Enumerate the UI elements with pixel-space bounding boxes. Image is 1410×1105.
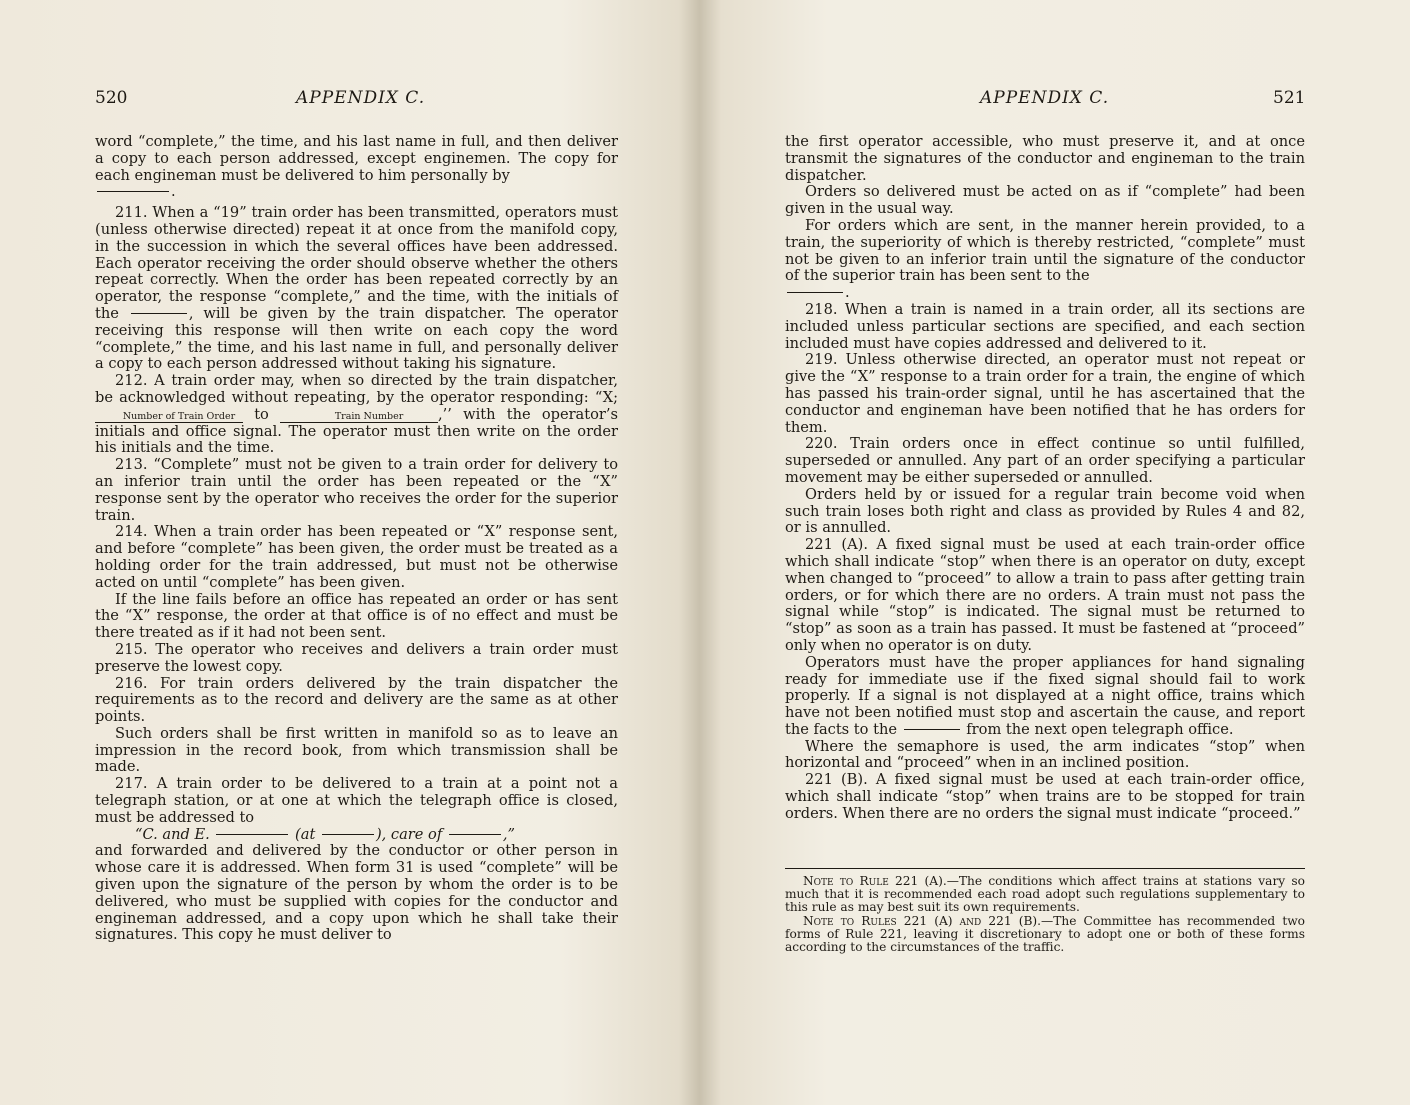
formula-part: (at <box>295 825 316 843</box>
rule-221-b: 221 (B). A fixed signal must be used at each train-order office, which shall indicate “stop” when trains are to be stopped for train orders. When there are no orders the signal must indicate “proceed.” <box>785 771 1305 822</box>
paragraph: For orders which are sent, in the manner herein provided, to a train, the superiority of which is thereby restricted, “complete” must not be given to an inferior train until the signature of the conductor of the superior train has been sent to the <box>785 216 1305 285</box>
right-page <box>700 0 1410 1105</box>
paragraph-text: 211. When a “19” train order has been transmitted, operators must (unless otherwise directed) repeat it at once from the manifold copy, in the succession in which the several offices have been addressed. Each operator receiving the order should observe whether the others repeat correctly. When the order has been repeated correctly by an operator, the response “complete,” and the time, with the initials of the <box>95 204 618 322</box>
paragraph-text: 212. A train order may, when so directed by the train dispatcher, be acknowledged without repeating, by the operator responding: “X; <box>95 372 618 406</box>
paragraph-text: Operators must have the proper appliances for hand signaling ready for immediate use if the fixed signal should fail to work properly. If a signal is not displayed at a night office, trains which have not been notified must stop and ascertain the cause, and report the facts to the <box>785 653 1305 738</box>
rule-213: 213. “Complete” must not be given to a train order for delivery to an inferior train until the order has been repeated or the “X” response sent by the operator who receives the order for the superior train. <box>95 456 618 524</box>
rule-221-a: 221 (A). A fixed signal must be used at each train-order office which shall indicate “stop” when there is an operator on duty, except when changed to “proceed” to allow a train to pass after getting train orders, or for which there are no orders. A train must not pass the signal while “stop” is indicated. The signal must be returned to “stop” as soon as a train has passed. It must be fastened at “proceed” only when no operator is on duty. <box>785 536 1305 654</box>
blank-dash <box>131 313 187 314</box>
footnote <box>785 875 1305 915</box>
page-number: 520 <box>95 88 128 108</box>
paragraph-text: to <box>254 405 269 423</box>
paragraph: Where the semaphore is used, the arm indicates “stop” when horizontal and “proceed” when in an inclined position. <box>785 737 1305 772</box>
address-formula <box>95 827 618 844</box>
paragraph: Orders so delivered must be acted on as if “complete” had been given in the usual way. <box>785 183 1305 218</box>
paragraph-text: with the operator’s initials and office signal. The operator must then write on the order his initials and the time. <box>95 405 619 457</box>
footnote-label: Note to Rule 221 (A). <box>803 874 947 888</box>
rule-211 <box>95 205 618 373</box>
footnote-text: —The Committee has recommended two forms of Rule 221, leaving it discretionary to adopt one or both of these forms according to the circumstances of the traffic. <box>785 913 1306 955</box>
blank-dash <box>322 834 374 835</box>
body-text <box>785 134 1305 823</box>
footnote <box>785 915 1305 955</box>
paragraph: the first operator accessible, who must preserve it, and at once transmit the signatures of the conductor and engineman to the train dispatcher. <box>785 133 1305 184</box>
rule-220: 220. Train orders once in effect continue so until fulfilled, superseded or annulled. Any part of an order specifying a particular movement may be either superseded or annulled. <box>785 435 1305 486</box>
blank-dash <box>449 834 501 835</box>
blank-dash <box>904 729 960 730</box>
footnotes <box>785 868 1305 954</box>
paragraph: If the line fails before an office has repeated an order or has sent the “X” response, the order at that office is of no effect and must be there treated as if it had not been sent. <box>95 590 618 642</box>
body-text <box>95 134 618 944</box>
rule-218: 218. When a train is named in a train order, all its sections are included unless particular sections are specified, and each section included must have copies addressed and delivered to it. <box>785 300 1305 352</box>
rule-216: 216. For train orders delivered by the train dispatcher the requirements as to the record and delivery are the same as at other points. <box>95 674 618 726</box>
left-page <box>0 0 700 1105</box>
running-title: APPENDIX C. <box>980 88 1110 108</box>
paragraph <box>785 285 1305 302</box>
paragraph <box>95 184 618 201</box>
paragraph-text: , will be given by the train dispatcher. The operator receiving this response will then write on each copy the word “complete,” the time, and his last name in full, and personally deliver a copy to each person addressed without taking his signature. <box>95 304 618 373</box>
blank-dash <box>216 834 288 835</box>
train-order-number-blank: Number of Train Order <box>95 411 243 423</box>
paragraph: and forwarded and delivered by the conductor or other person in whose care it is addressed. When form 31 is used “complete” will be given upon the signature of the person by whom the order is to be delivered, who must be supplied with copies for the conductor and engineman addressed, and a copy upon which he shall take their signatures. This copy he must deliver to <box>95 842 618 944</box>
rule-215: 215. The operator who receives and delivers a train order must preserve the lowest copy. <box>95 640 618 675</box>
rule-212 <box>95 373 618 457</box>
running-title: APPENDIX C. <box>296 88 426 108</box>
paragraph-text: from the next open telegraph office. <box>966 720 1234 738</box>
paragraph-text: . <box>171 183 176 201</box>
blank-dash <box>97 191 169 192</box>
page-number: 521 <box>1273 88 1306 108</box>
rule-217: 217. A train order to be delivered to a train at a point not a telegraph station, or at one at which the telegraph office is closed, must be addressed to <box>95 775 618 826</box>
formula-part: ), care of <box>375 825 443 843</box>
blank-dash <box>787 292 843 293</box>
paragraph: Orders held by or issued for a regular train become void when such train loses both right and class as provided by Rules 4 and 82, or is annulled. <box>785 485 1305 537</box>
footnote-text: —The conditions which affect trains at stations vary so much that it is recommended each road adopt such regulations supplementary to this rule as may best suit its own requirements. <box>785 874 1305 915</box>
paragraph-text: . <box>845 284 850 302</box>
rule-219: 219. Unless otherwise directed, an operator must not repeat or give the “X” response to a train order for a train, the engine of which has passed his train-order signal, until he has ascertained that the conductor and engineman have been notified that he has orders for them. <box>785 351 1305 436</box>
formula-part: ,” <box>502 825 515 843</box>
rule-214: 214. When a train order has been repeated or “X” response sent, and before “complete” has been given, the order must be treated as a holding order for the train addressed, but must not be otherwise acted on until “complete” has been given. <box>95 523 618 591</box>
formula-part: “C. and E. <box>135 825 210 843</box>
paragraph <box>95 134 618 184</box>
train-number-blank: Train Number <box>280 411 438 423</box>
paragraph: Such orders shall be first written in manifold so as to leave an impression in the record book, from which transmission shall be made. <box>95 724 618 776</box>
footnote-label: Note to Rules 221 (A) and 221 (B). <box>803 913 1042 928</box>
paragraph-text: ,’’ <box>438 405 452 423</box>
paragraph <box>785 655 1305 739</box>
paragraph-text: word “complete,” the time, and his last name in full, and then deliver a copy to each person addressed, except enginemen. The copy for each engineman must be delivered to him personally by <box>95 133 618 184</box>
